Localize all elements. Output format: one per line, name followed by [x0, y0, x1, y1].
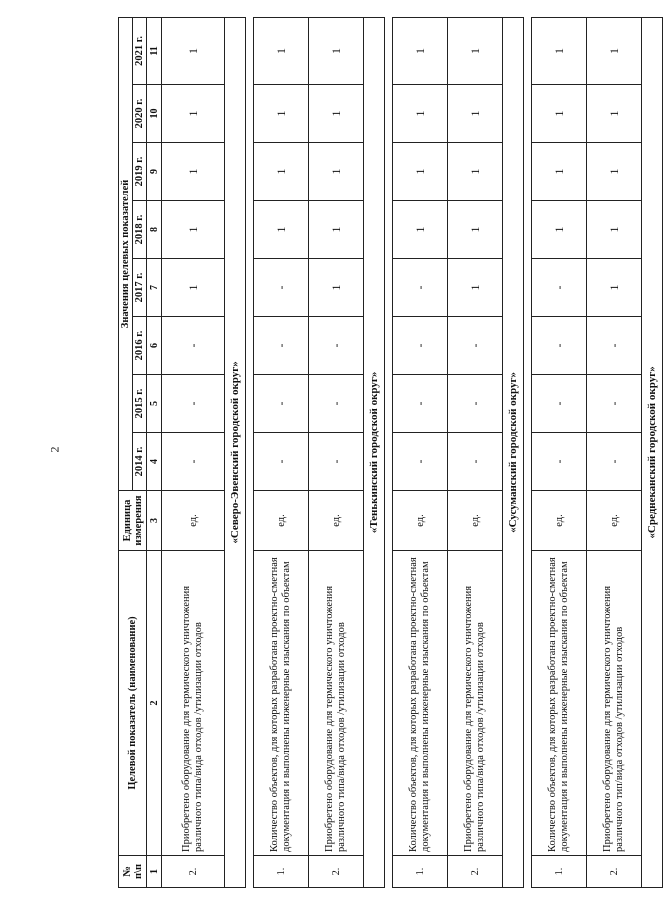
header-row-1: [119, 17, 133, 887]
row-value: 1: [393, 85, 448, 143]
row-number: 1.: [532, 856, 587, 888]
row-value: -: [448, 317, 503, 375]
row-value: -: [162, 433, 225, 491]
section-gap: [524, 17, 532, 887]
row-value: -: [309, 375, 364, 433]
row-value: 1: [309, 143, 364, 201]
column-number: 4: [147, 433, 162, 491]
row-value: 1: [393, 201, 448, 259]
row-value: -: [309, 317, 364, 375]
row-value: 1: [162, 201, 225, 259]
section-gap: [385, 17, 393, 887]
row-indicator: Приобретено оборудование для термического уничтожения различного типа/вида отходов /утилизации отходов: [162, 551, 225, 856]
row-value: 1: [162, 85, 225, 143]
row-number: 1.: [393, 856, 448, 888]
row-value: 1: [448, 17, 503, 84]
row-number: 2.: [587, 856, 642, 888]
column-number: 5: [147, 375, 162, 433]
gap-cell: [246, 17, 254, 887]
section-header-row: [642, 17, 663, 887]
section-header-row: [503, 17, 524, 887]
row-value: 1: [309, 85, 364, 143]
row-value: -: [532, 259, 587, 317]
table-row: [309, 17, 364, 887]
gap-cell: [385, 17, 393, 887]
column-number: 11: [147, 17, 162, 84]
row-value: 1: [448, 143, 503, 201]
header-year: 2019 г.: [133, 143, 147, 201]
header-year: 2018 г.: [133, 201, 147, 259]
header-year: 2015 г.: [133, 375, 147, 433]
row-value: -: [448, 433, 503, 491]
row-value: -: [587, 317, 642, 375]
row-value: -: [587, 375, 642, 433]
row-indicator: Приобретено оборудование для термического уничтожения различного тип/вида отходов /утилизации отходов: [587, 551, 642, 856]
section-header-row: [364, 17, 385, 887]
row-indicator: Приобретено оборудование для термического уничтожения различного типа/вида отходов /утилизации отходов: [448, 551, 503, 856]
column-number: 2: [147, 551, 162, 856]
header-year: 2017 г.: [133, 259, 147, 317]
row-value: 1: [162, 17, 225, 84]
header-no: № п\п: [119, 856, 147, 888]
column-number: 8: [147, 201, 162, 259]
header-indicator: Целевой показатель (наименование): [119, 551, 147, 856]
column-numbers-row: [147, 17, 162, 887]
table-row: [587, 17, 642, 887]
row-value: -: [448, 375, 503, 433]
row-value: 1: [254, 17, 309, 84]
row-value: 1: [587, 85, 642, 143]
row-value: -: [254, 433, 309, 491]
header-unit: Единица измерения: [119, 491, 147, 551]
row-unit: ед.: [162, 491, 225, 551]
row-unit: ед.: [254, 491, 309, 551]
row-value: 1: [532, 17, 587, 84]
column-number: 10: [147, 85, 162, 143]
row-value: 1: [162, 259, 225, 317]
row-value: 1: [448, 259, 503, 317]
row-unit: ед.: [532, 491, 587, 551]
row-number: 1.: [254, 856, 309, 888]
row-unit: ед.: [587, 491, 642, 551]
row-value: -: [393, 433, 448, 491]
header-values-group: Значения целевых показателей: [119, 17, 133, 490]
row-value: 1: [532, 143, 587, 201]
column-number: 6: [147, 317, 162, 375]
row-value: 1: [309, 17, 364, 84]
header-year: 2020 г.: [133, 85, 147, 143]
column-number: 7: [147, 259, 162, 317]
row-value: -: [393, 259, 448, 317]
table-row: [532, 17, 587, 887]
row-indicator: Количество объектов, для которых разработана проектно-сметная документация и выполнены инженерные изыскания по объектам: [254, 551, 309, 856]
row-value: 1: [393, 17, 448, 84]
row-value: 1: [587, 143, 642, 201]
header-year: 2014 г.: [133, 433, 147, 491]
row-value: 1: [587, 259, 642, 317]
target-indicators-table: [118, 17, 663, 888]
header-year: 2016 г.: [133, 317, 147, 375]
row-number: 2.: [309, 856, 364, 888]
row-value: -: [254, 259, 309, 317]
header-year: 2021 г.: [133, 17, 147, 84]
row-value: -: [532, 317, 587, 375]
section-title: «Северо-Эвенский городской округ»: [225, 17, 246, 887]
column-number: 3: [147, 491, 162, 551]
row-unit: ед.: [393, 491, 448, 551]
row-value: -: [309, 433, 364, 491]
section-header-row: [225, 17, 246, 887]
column-number: 9: [147, 143, 162, 201]
row-value: 1: [254, 201, 309, 259]
row-value: 1: [309, 259, 364, 317]
row-value: -: [393, 375, 448, 433]
table-row: [448, 17, 503, 887]
row-value: 1: [587, 17, 642, 84]
table-row: [162, 17, 225, 887]
row-value: 1: [587, 201, 642, 259]
row-indicator: Приобретено оборудование для термического уничтожения различного типа/вида отходов /утилизации отходов: [309, 551, 364, 856]
row-number: 2.: [448, 856, 503, 888]
gap-cell: [524, 17, 532, 887]
row-value: -: [393, 317, 448, 375]
row-value: -: [532, 375, 587, 433]
table-row: [254, 17, 309, 887]
row-value: 1: [532, 201, 587, 259]
row-value: -: [254, 317, 309, 375]
page-number: 2: [47, 446, 62, 453]
row-value: -: [162, 317, 225, 375]
section-title: «Тенькинский городской округ»: [364, 17, 385, 887]
rotated-table-container: [118, 18, 658, 888]
row-value: 1: [448, 201, 503, 259]
row-value: -: [532, 433, 587, 491]
row-value: 1: [162, 143, 225, 201]
row-value: 1: [448, 85, 503, 143]
row-value: -: [587, 433, 642, 491]
section-gap: [246, 17, 254, 887]
row-value: 1: [393, 143, 448, 201]
row-value: 1: [254, 143, 309, 201]
row-value: 1: [309, 201, 364, 259]
row-unit: ед.: [448, 491, 503, 551]
row-value: 1: [532, 85, 587, 143]
section-title: «Среднеканский городской округ»: [642, 17, 663, 887]
column-number: 1: [147, 856, 162, 888]
row-value: -: [254, 375, 309, 433]
row-value: -: [162, 375, 225, 433]
row-indicator: Количество объектов, для которых разработана проектно-сметная документация и выполнены инженерные изыскания по объектам: [532, 551, 587, 856]
section-title: «Сусуманский городской округ»: [503, 17, 524, 887]
table-row: [393, 17, 448, 887]
row-indicator: Количество объектов, для которых разработана проектно-сметная документация и выполнены инженерные изыскания по объектам: [393, 551, 448, 856]
row-value: 1: [254, 85, 309, 143]
row-number: 2.: [162, 856, 225, 888]
row-unit: ед.: [309, 491, 364, 551]
